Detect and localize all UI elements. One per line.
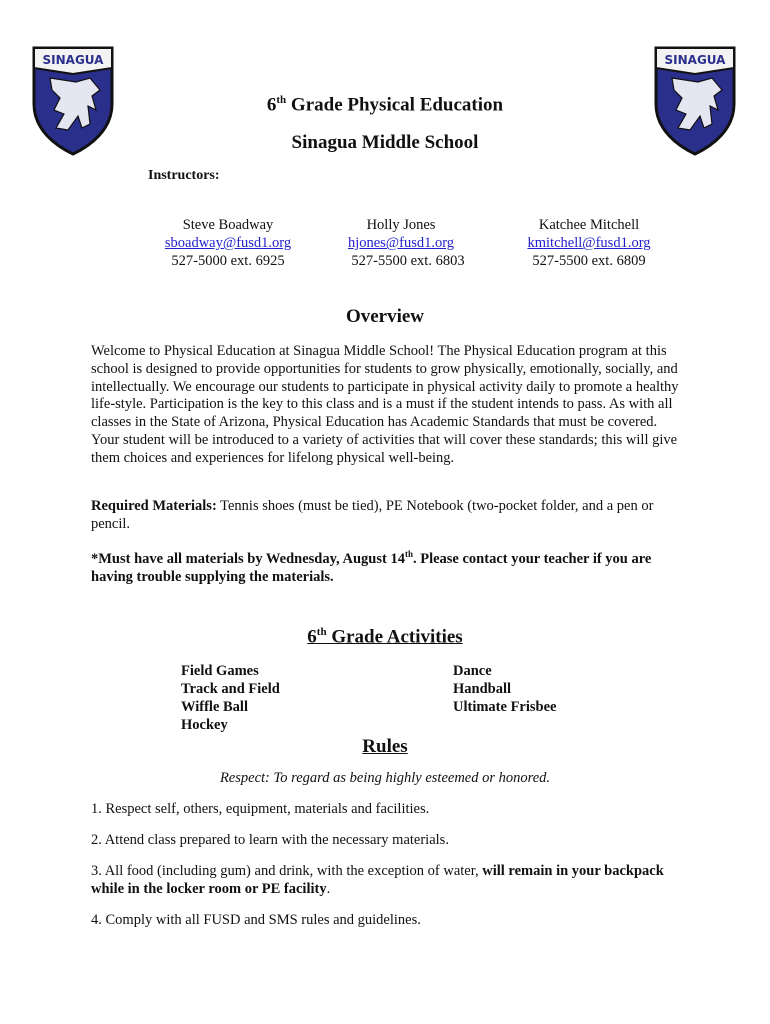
instructor-phone: 527-5500 ext. 6809 [532,253,646,269]
activity-item: Track and Field [181,681,280,697]
instructor-phone: 527-5500 ext. 6803 [351,253,465,269]
overview-heading: Overview [345,306,425,327]
logo-text: SINAGUA [42,53,104,67]
rule-item: 4. Comply with all FUSD and SMS rules and guidelines. [91,912,421,928]
activities-column-1 [181,662,280,734]
instructor-name: Steve Boadway [182,217,274,233]
rule-item: 1. Respect self, others, equipment, materials and facilities. [91,801,430,817]
instructor-boadway [138,216,318,270]
school-name: Sinagua Middle School [291,132,479,153]
overview-body: Welcome to Physical Education at Sinagua Middle School! The Physical Education program at this school is designed to provide opportunities for students to grow physically, emotionally, socially, and intellectually. We encourage our students to participate in physical activity daily to promote a healthy life-style. Participation is the key to this class and is a must if the student intends to pass. As with all classes in the State of Arizona, Physical Education has Academic Standards that must be covered. Your student will be introduced to a variety of activities that will cover these standards; this will give them choices and experiences for lifelong physical well-being. [91,343,679,466]
instructor-email-link[interactable]: kmitchell@fusd1.org [527,235,651,251]
rule-item: 2. Attend class prepared to learn with the necessary materials. [91,832,449,848]
required-materials: Required Materials: Tennis shoes (must be tied), PE Notebook (two-pocket folder, and a pen or pencil. [91,498,654,532]
rule-item: 3. All food (including gum) and drink, with the exception of water, will remain in your backpack while in the locker room or PE facility. [91,863,664,897]
activity-item: Handball [453,681,512,697]
instructor-name: Katchee Mitchell [538,217,640,233]
rules-heading: Rules [362,736,408,757]
instructors-label: Instructors: [148,168,220,183]
activity-item: Hockey [181,717,228,733]
instructor-phone: 527-5000 ext. 6925 [171,253,285,269]
instructor-email-link[interactable]: sboadway@fusd1.org [164,235,292,251]
instructor-mitchell [499,216,679,270]
activity-item: Field Games [181,663,259,679]
activity-item: Wiffle Ball [181,699,248,715]
page-title: 6th Grade Physical Education [266,94,504,116]
activity-item: Dance [453,663,492,679]
respect-definition: Respect: To regard as being highly esteemed or honored. [219,770,551,786]
materials-label: Required Materials: [91,498,217,514]
activities-heading: 6th Grade Activities [307,626,463,648]
activity-item: Ultimate Frisbee [453,699,557,715]
materials-notice: *Must have all materials by Wednesday, August 14th. Please contact your teacher if you are having trouble supplying the materials. [91,549,652,585]
instructor-jones [311,216,491,270]
activities-column-2 [453,662,556,716]
instructor-name: Holly Jones [366,217,436,233]
logo-text: SINAGUA [664,53,726,67]
instructor-email-link[interactable]: hjones@fusd1.org [347,235,455,251]
